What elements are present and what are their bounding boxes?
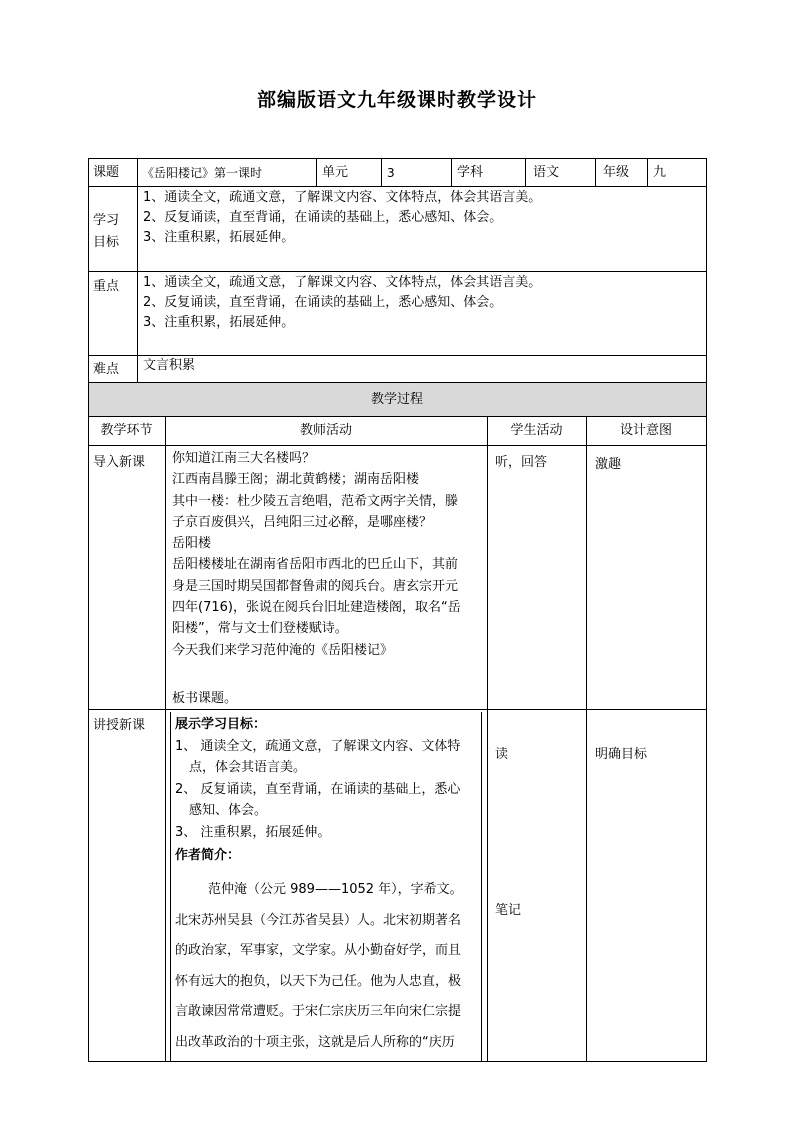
lecture-goal-line: 点，体会其语言美。 — [189, 760, 307, 775]
lecture-student-notes: 笔记 — [495, 903, 522, 918]
intro-stage: 导入新课 — [93, 455, 146, 470]
unit-value: 3 — [387, 166, 395, 180]
intro-line: 子京百废俱兴，吕纯阳三过必醉，是哪座楼？ — [172, 514, 433, 530]
table-border — [487, 416, 488, 1062]
table-border — [88, 382, 707, 383]
table-border — [525, 158, 526, 187]
goals-label-line: 学习 — [93, 213, 120, 228]
table-border — [88, 158, 89, 1062]
lecture-goal-line: 2、 反复诵读，直至背诵，在诵读的基础上，悉心 — [175, 781, 461, 797]
difficulty-value: 文言积累 — [143, 358, 196, 373]
header-intent: 设计意图 — [619, 423, 672, 438]
page-title: 部编版语文九年级课时教学设计 — [256, 89, 537, 111]
goal-item: 2、反复诵读，直至背诵，在诵读的基础上，悉心感知、体会。 — [143, 210, 503, 225]
table-border — [88, 271, 707, 272]
table-border — [586, 416, 587, 1062]
table-border — [706, 158, 707, 1062]
table-border — [165, 416, 166, 1062]
topic-label: 课题 — [93, 165, 120, 180]
table-border — [88, 416, 707, 417]
content-frame — [481, 712, 482, 1062]
goal-item: 1、通读全文，疏通文意，了解课文内容、文体特点，体会其语言美。 — [143, 190, 542, 205]
intro-line — [172, 661, 461, 682]
intro-line: 你知道江南三大名楼吗？ — [172, 451, 316, 466]
goals-list — [143, 188, 541, 248]
lecture-stage: 讲授新课 — [93, 718, 146, 733]
table-border — [88, 186, 707, 187]
intro-student: 听，回答 — [495, 455, 548, 470]
table-border — [381, 158, 382, 187]
key-point-item: 2、反复诵读，直至背诵，在诵读的基础上，悉心感知、体会。 — [143, 295, 503, 310]
key-point-item: 3、注重积累，拓展延伸。 — [143, 315, 295, 330]
header-teacher: 教师活动 — [299, 423, 352, 438]
author-line: 的政治家，军事家，文学家。从小勤奋好学，而且 — [175, 943, 462, 958]
intro-line: 身是三国时期吴国都督鲁肃的阅兵台。唐玄宗开元 — [172, 578, 459, 594]
lecture-goal-line: 3、 注重积累，拓展延伸。 — [175, 824, 331, 840]
difficulty-label: 难点 — [93, 362, 120, 377]
table-border — [88, 158, 707, 159]
table-border — [451, 158, 452, 187]
author-title: 作者简介： — [175, 848, 241, 863]
author-line: 言敢谏因常常遭贬。于宋仁宗庆历三年向宋仁宗提 — [175, 1004, 462, 1019]
intro-intent: 激趣 — [595, 457, 622, 472]
goal-item: 3、注重积累，拓展延伸。 — [143, 230, 295, 245]
table-border — [647, 158, 648, 187]
table-border — [88, 445, 707, 446]
content-frame — [170, 712, 171, 1062]
author-line: 范仲淹（公元 989——1052 年），字希文。 — [208, 882, 463, 897]
author-bio — [175, 875, 463, 1058]
header-student: 学生活动 — [510, 423, 563, 438]
process-title: 教学过程 — [370, 392, 423, 407]
lecture-teacher — [175, 714, 460, 867]
key-point-item: 1、通读全文，疏通文意，了解课文内容、文体特点，体会其语言美。 — [143, 275, 542, 290]
lecture-intent: 明确目标 — [595, 747, 648, 762]
goals-label-line: 目标 — [93, 235, 120, 250]
author-line: 出改革政治的十项主张，这就是后人所称的“庆历 — [175, 1034, 455, 1050]
grade-label: 年级 — [603, 165, 630, 180]
subject-value: 语文 — [533, 165, 560, 180]
intro-teacher — [172, 448, 461, 710]
author-line: 怀有远大的抱负，以天下为己任。他为人忠直，极 — [175, 973, 462, 989]
lecture-student-read: 读 — [495, 747, 509, 762]
intro-line: 其中一楼：杜少陵五言绝唱，范希文两字关情，滕 — [172, 493, 459, 509]
header-stage: 教学环节 — [100, 423, 153, 438]
unit-label: 单元 — [322, 165, 349, 180]
goals-label — [93, 210, 119, 254]
lecture-goal-line: 1、 通读全文，疏通文意，了解课文内容、文体特 — [175, 738, 461, 754]
intro-line: 阳楼”，常与文士们登楼赋诗。 — [172, 621, 348, 637]
intro-line: 岳阳楼楼址在湖南省岳阳市西北的巴丘山下，其前 — [172, 557, 459, 573]
topic-value: 《岳阳楼记》第一课时 — [142, 166, 263, 180]
intro-line: 岳阳楼 — [172, 536, 212, 552]
table-border — [88, 1061, 707, 1062]
show-goals-title: 展示学习目标： — [175, 717, 267, 732]
intro-line: 四年(716)，张说在阅兵台旧址建造楼阁，取名“岳 — [172, 600, 461, 616]
author-line: 北宋苏州吴县（今江苏省吴县）人。北宋初期著名 — [175, 912, 462, 928]
intro-line: 板书课题。 — [172, 691, 238, 707]
subject-label: 学科 — [457, 165, 484, 180]
grade-value: 九 — [653, 165, 667, 180]
table-border — [595, 158, 596, 187]
intro-line: 今天我们来学习范仲淹的《岳阳楼记》 — [172, 642, 394, 658]
key-points-label: 重点 — [93, 279, 120, 294]
lecture-goal-line: 感知、体会。 — [189, 803, 268, 818]
table-border — [137, 158, 138, 383]
key-points-list — [143, 273, 541, 333]
intro-line: 江西南昌滕王阁；湖北黄鹤楼；湖南岳阳楼 — [172, 472, 420, 488]
table-border — [316, 158, 317, 187]
